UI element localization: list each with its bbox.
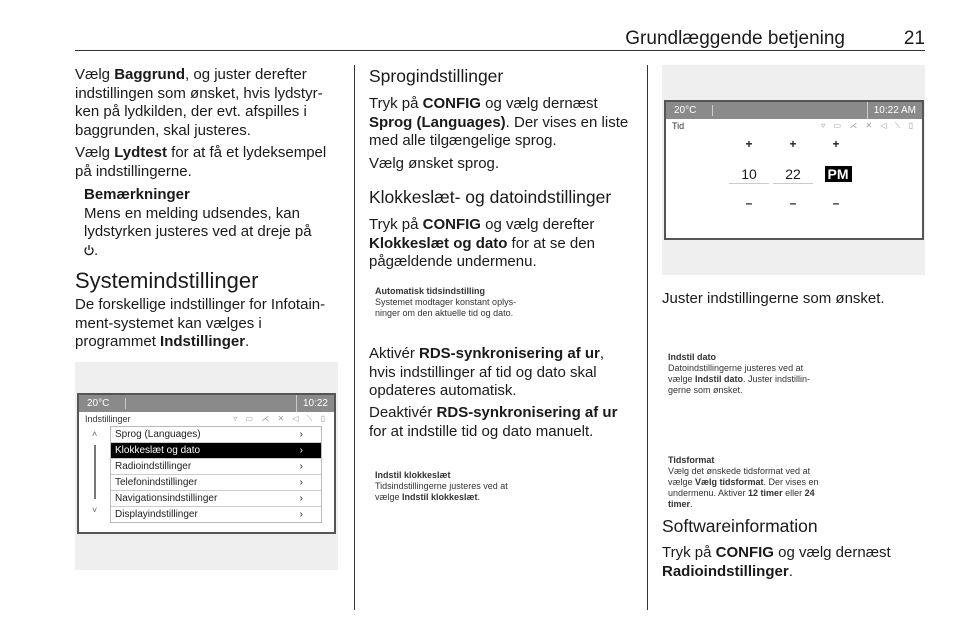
paragraph [369,345,604,401]
settings-screen [77,393,336,534]
text-line [662,290,885,309]
text-line [75,85,323,104]
text: baggrunden, skal justeres. [75,121,251,139]
text: Mens en melding udsendes, kan [84,204,300,222]
status-icons: ▿ ▭ ⋌ ✕ ◁ ⟍ ▯ [233,414,328,423]
status-separator [712,105,713,116]
text: Deaktivér [369,404,437,421]
text-line [84,205,312,224]
text: Vælg det ønskede tidsformat ved at [668,466,811,476]
text-line [668,499,960,510]
time-screenshot [662,65,925,275]
screen-title: Indstillinger [85,414,131,424]
menu-item[interactable] [111,459,321,475]
screen-title: Tid [672,121,685,131]
block-title: Tidsformat [668,455,715,465]
text: ken på lydkilden, der evt. afspilles i [75,103,307,121]
text-line [369,216,595,235]
status-bar [79,395,334,412]
text-line [75,333,325,352]
text: og vælg dernæst [773,544,891,561]
paragraph [369,404,617,441]
menu-item[interactable] [111,491,321,507]
section-heading [662,515,818,537]
paragraph [369,155,499,174]
bold-term: CONFIG [422,95,481,112]
text-line [662,544,891,563]
text-line [369,114,628,133]
menu-item[interactable] [111,427,321,443]
text: Datoindstillingerne justeres ved at [668,363,804,373]
text: Tidsindstillingerne justeres ved at [375,481,508,491]
text: Systemet modtager konstant oplys- [375,297,517,307]
bold-term: 24 [804,488,815,498]
screen-subheader [666,119,922,133]
menu-item-label: Klokkeslæt og dato [115,445,201,456]
text: . [788,562,793,580]
text: ment-systemet kan vælges i [75,314,262,332]
text: hvis indstillinger af tid og dato skal [369,363,597,381]
text: lydstyrken justeres ved at dreje på [84,223,312,241]
text-line [75,103,323,122]
menu-item[interactable] [111,507,321,522]
text: opdateres automatisk. [369,382,517,400]
menu-item-label: Telefonindstillinger [115,477,198,488]
text: programmet [75,333,161,351]
chevron-right-icon: › [299,493,303,504]
section-heading [369,186,611,208]
text: pågældende undermenu. [369,253,537,271]
text-line [375,308,960,319]
minute-minus-button[interactable]: – [789,196,797,210]
text-line [369,186,611,208]
column-divider [647,65,648,610]
text: for at få et lydeksempel [166,144,327,161]
text: Systemindstillinger [75,268,259,293]
text-line [75,315,325,334]
screen-subheader [79,412,334,426]
text: Juster indstillingerne som ønsket. [662,290,885,307]
block-title: Indstil dato [668,352,716,362]
text: . [245,333,250,351]
text: vælge [668,374,696,384]
text: og vælg dernæst [480,95,598,112]
chevron-right-icon: › [299,429,303,440]
text-line [75,296,325,315]
chevron-right-icon: › [299,477,303,488]
note-block [84,186,312,260]
bold-term: Indstil dato [695,374,744,384]
block-title: Bemærkninger [84,186,190,203]
bold-term: Baggrund [114,66,186,83]
text-line [84,223,312,242]
text-line [75,268,258,294]
text-line [369,364,604,383]
paragraph [75,66,323,140]
text-line [369,155,499,174]
text: . Juster indstillin- [743,374,811,384]
text: . [94,241,99,259]
status-separator [125,398,126,409]
status-bar [666,102,922,119]
text: Klokkeslæt- og datoindstillinger [369,187,612,207]
period-minus-button[interactable]: – [832,196,840,210]
hour-minus-button[interactable]: – [745,196,753,210]
hour-value[interactable]: 10 [729,166,769,184]
text: for at indstille tid og dato manuelt. [369,422,594,440]
paragraph [662,544,891,581]
scroll-up-icon[interactable]: ˄ [92,429,98,439]
menu-item[interactable] [111,475,321,491]
text: Sprogindstillinger [369,66,504,86]
text: . [690,499,693,509]
text: med alle tilgængelige sprog. [369,132,557,150]
block-title: Automatisk tidsindstilling [375,286,486,296]
text-line [369,404,617,423]
text-line [668,466,960,477]
paragraph [369,95,628,151]
text-line [662,563,891,582]
bold-term: Lydtest [114,144,167,161]
text: Aktivér [369,345,420,362]
text-line [369,132,628,151]
text: , og juster derefter [185,66,307,83]
period-value[interactable]: PM [825,166,852,182]
page-number: 21 [903,28,925,49]
text-line [75,66,323,85]
paragraph [662,453,960,509]
bold-term: 12 timer [748,488,783,498]
text: Softwareinformation [662,516,818,536]
minute-value[interactable]: 22 [773,166,813,184]
text-line [75,163,326,182]
bold-term: Indstil klokkeslæt [402,492,478,502]
text-line [369,235,595,254]
status-icons: ▿ ▭ ⋌ ✕ ◁ ⟍ ▯ [821,121,916,130]
text-line [668,477,960,488]
paragraph [662,290,885,309]
text: Tryk på [662,544,716,561]
text-line [75,144,326,163]
bold-term: RDS-synkronisering af ur [436,404,618,421]
text: . [477,492,481,502]
text: Vælg [75,66,115,83]
text-line [369,253,595,272]
text: ninger om den aktuelle tid og dato. [375,308,514,318]
text: . Der vises en liste [505,113,629,131]
bold-term: CONFIG [422,216,481,233]
temperature: 20°C [87,398,110,409]
text-line [369,95,628,114]
bold-term: Sprog (Languages) [369,113,506,131]
chevron-right-icon: › [299,445,303,456]
text: Vælg [75,144,115,161]
bold-term: Indstillinger [160,333,246,351]
text-line [84,242,312,261]
bold-term: RDS-synkronisering af ur [419,345,600,362]
text: Tryk på [369,95,423,112]
menu-item-label: Radioindstillinger [115,461,192,472]
settings-screenshot [75,362,338,570]
scroll-down-icon[interactable]: ˅ [92,505,98,515]
chevron-right-icon: › [299,461,303,472]
settings-list [110,426,322,523]
paragraph [369,216,595,272]
temperature: 20°C [674,105,697,116]
section-heading [75,268,258,294]
text-line [668,488,960,499]
text-line [369,382,604,401]
text: Tryk på [369,216,423,233]
power-knob-icon [84,242,94,259]
text-line [369,345,604,364]
text-line [662,515,818,537]
text: eller [782,488,805,498]
paragraph [662,350,960,395]
menu-item-label: Navigationsindstillinger [115,493,218,504]
text-line [369,423,617,442]
bold-term: Klokkeslæt og dato [369,234,508,252]
text: indstillingen som ønsket, hvis lydstyr- [75,84,323,102]
text: og vælg derefter [480,216,595,233]
page-header-title: Grundlæggende betjening [625,28,845,49]
text-line [668,385,960,396]
text: på indstillingerne. [75,162,192,180]
menu-item-label: Sprog (Languages) [115,429,201,440]
text: De forskellige indstillinger for Infotain- [75,296,326,313]
header-rule [75,50,925,51]
text: vælge [375,492,403,502]
scrollbar[interactable] [94,445,96,499]
minute-plus-button[interactable]: + [789,137,797,151]
text-line [369,65,503,87]
clock: 10:22 AM [867,102,916,119]
text: for at se den [507,234,595,252]
hour-plus-button[interactable]: + [745,137,753,151]
text: gerne som ønsket. [668,385,743,395]
bold-term: Radioindstillinger [662,562,789,580]
text: Vælg ønsket sprog. [369,155,500,172]
bold-term: Vælg tidsformat [695,477,764,487]
period-plus-button[interactable]: + [832,137,840,151]
menu-item-label: Displayindstillinger [115,509,198,520]
paragraph [75,144,326,181]
text-line [668,374,960,385]
time-screen [664,100,924,240]
bold-term: timer [668,499,691,509]
clock: 10:22 [296,395,328,412]
text-line [75,122,323,141]
text: undermenu. Aktiver [668,488,749,498]
menu-item[interactable] [111,443,321,459]
block-title: Indstil klokkeslæt [375,470,451,480]
text: vælge [668,477,696,487]
paragraph [75,296,325,352]
bold-term: CONFIG [715,544,774,561]
text: . Der vises en [763,477,819,487]
column-divider [354,65,355,610]
text: , [599,345,605,362]
text-line [668,363,960,374]
period-field [818,166,858,183]
section-heading [369,65,503,87]
chevron-right-icon: › [299,509,303,520]
